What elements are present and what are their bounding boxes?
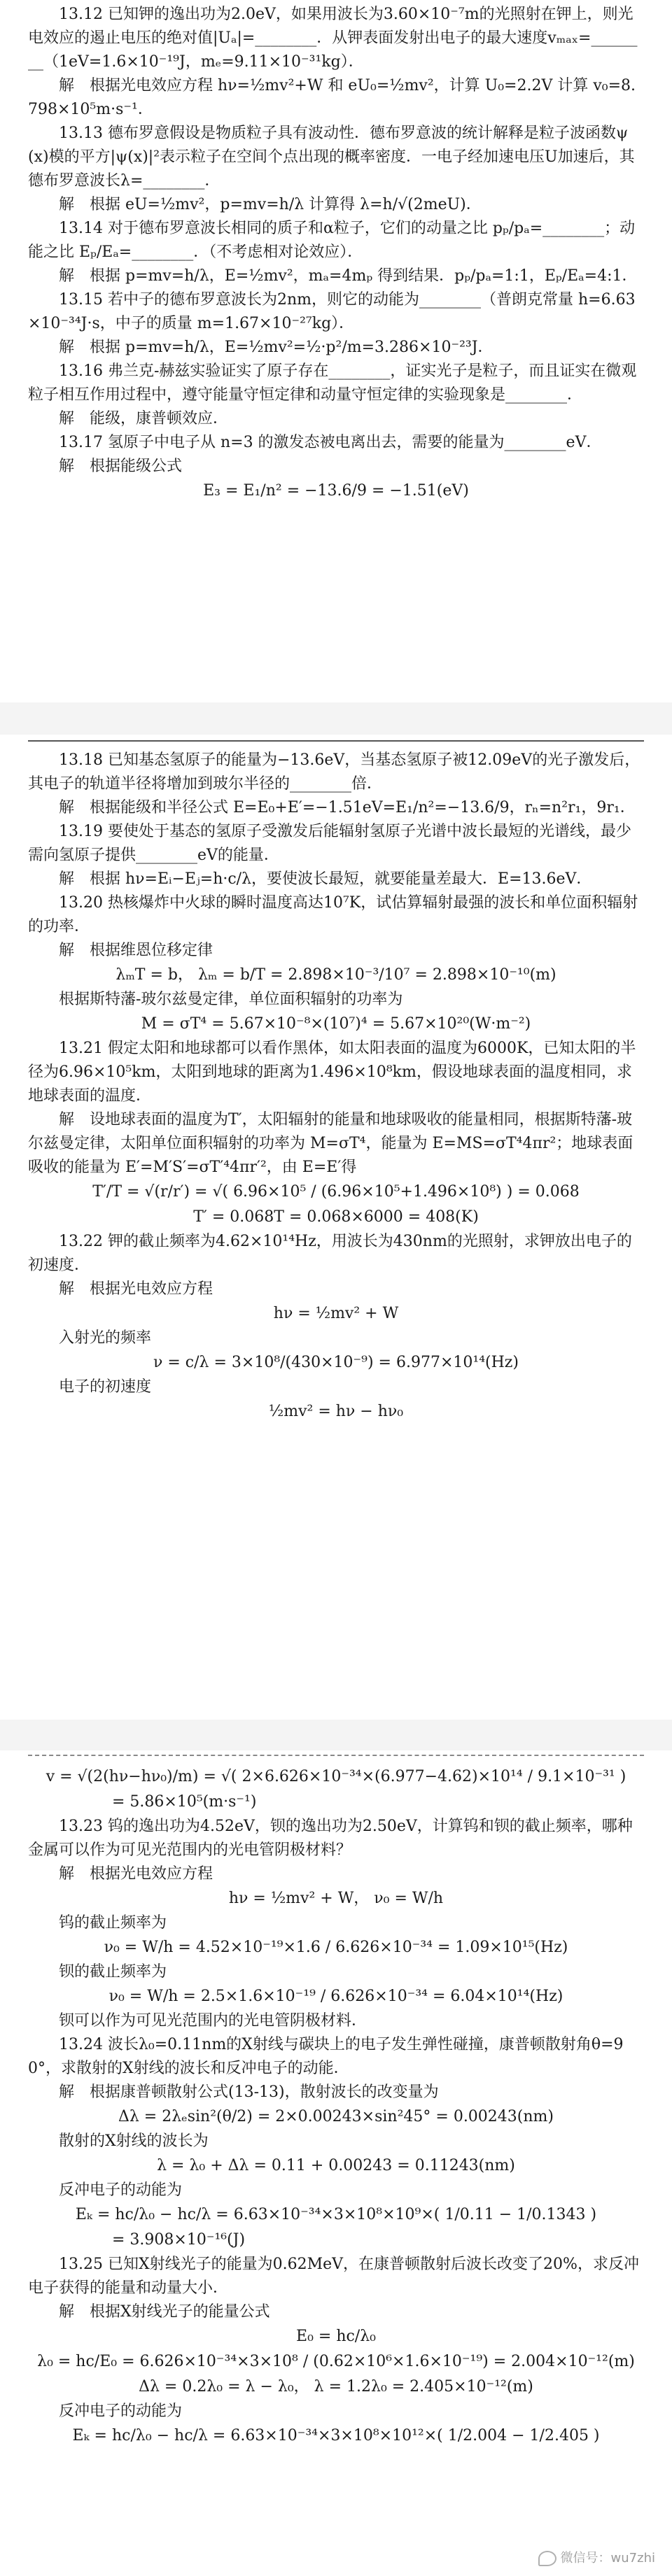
text-line: 解 设地球表面的温度为T′，太阳辐射的能量和地球吸收的能量相同，根据斯特藩-玻尔兹曼定律，太阳单位面积辐射的功率为 M=σT⁴，能量为 E=MS=σT⁴4πr²；地球表面吸收的能量为 E′=M′S′=σT′⁴4πr′²，由 E=E′得 bbox=[28, 1111, 634, 1176]
text-line: 13.18 已知基态氢原子的能量为−13.6eV，当基态氢原子被12.09eV的光子激发后，其电子的轨道半径将增加到玻尔半径的________倍． bbox=[28, 751, 640, 793]
section-13-12-to-13-17 bbox=[28, 3, 644, 504]
text-line: 解 根据 hν=Eᵢ−Eⱼ=h·c/λ，要使波长最短，就要能量差最大．E=13.6eV． bbox=[59, 870, 592, 888]
equation: E₃ = E₁/n² = −13.6/9 = −1.51(eV) bbox=[203, 482, 469, 500]
equation: ν₀ = W/h = 2.5×1.6×10⁻¹⁹ / 6.626×10⁻³⁴ = 6.04×10¹⁴(Hz) bbox=[108, 1988, 564, 2005]
text-line: 解 根据 p=mv=h/λ，E=½mv²，mₐ=4mₚ 得到结果．pₚ/pₐ=1:1，Eₚ/Eₐ=4:1． bbox=[59, 267, 638, 285]
text-line: 钨的截止频率为 bbox=[59, 1914, 167, 1932]
equation: ½mv² = hν − hν₀ bbox=[268, 1403, 404, 1420]
text-line: 钡的截止频率为 bbox=[59, 1963, 167, 1981]
text-line: 解 能级，康普顿效应． bbox=[59, 410, 229, 427]
watermark: 微信号：wu7zhi bbox=[538, 2548, 655, 2566]
text-line: 13.19 要使处于基态的氢原子受激发后能辐射氢原子光谱中波长最短的光谱线，最少需向氢原子提供________eV的能量． bbox=[28, 823, 631, 864]
text-line: 解 根据 eU=½mv²，p=mv=h/λ 计算得 λ=h/√(2meU)． bbox=[59, 196, 482, 213]
text-line: 入射光的频率 bbox=[59, 1329, 152, 1347]
text-line: 13.22 钾的截止频率为4.62×10¹⁴Hz，用波长为430nm的光照射，求钾放出电子的初速度． bbox=[28, 1233, 632, 1274]
equation: = 3.908×10⁻¹⁶(J) bbox=[112, 2231, 246, 2249]
text-line: 反冲电子的动能为 bbox=[59, 2181, 183, 2199]
equation: hν = ½mv² + W bbox=[273, 1305, 399, 1322]
equation: hν = ½mv² + W， ν₀ = W/h bbox=[228, 1890, 444, 1907]
text-line: 电子的初速度 bbox=[59, 1378, 152, 1396]
text-line: 13.23 钨的逸出功为4.52eV，钡的逸出功为2.50eV，计算钨和钡的截止频率，哪种金属可以作为可见光范围内的光电管阴极材料？ bbox=[28, 1818, 633, 1859]
equation: v = √(2(hν−hν₀)/m) = √( 2×6.626×10⁻³⁴×(6.977−4.62)×10¹⁴ / 9.1×10⁻³¹ ) bbox=[46, 1768, 626, 1785]
text-line: 13.16 弗兰克-赫兹实验证实了原子存在________，证实光子是粒子，而且证实在微观粒子相互作用过程中，遵守能量守恒定律和动量守恒定律的实验现象是________． bbox=[28, 362, 637, 404]
equation: = 5.86×10⁵(m·s⁻¹) bbox=[112, 1793, 257, 1811]
text-line: 13.12 已知钾的逸出功为2.0eV，如果用波长为3.60×10⁻⁷m的光照射在钾上，则光电效应的遏止电压的绝对值|Uₐ|=________．从钾表面发射出电子的最大速度vₘₐₓ=________（1eV=1.6×10⁻¹⁹J，mₑ=9.11×10⁻³¹kg）． bbox=[28, 6, 638, 71]
text-line: 解 根据X射线光子的能量公式 bbox=[59, 2303, 270, 2321]
text-line: 解 根据光电效应方程 bbox=[59, 1280, 214, 1298]
text-line: 13.20 热核爆炸中火球的瞬时温度高达10⁷K，试估算辐射最强的波长和单位面积辐射的功率． bbox=[28, 894, 638, 935]
section-13-18-to-13-22 bbox=[28, 749, 644, 1424]
text-line: 13.15 若中子的德布罗意波长为2nm，则它的动能为________（普朗克常量 h=6.63×10⁻³⁴J·s，中子的质量 m=1.67×10⁻²⁷kg）． bbox=[28, 291, 636, 332]
text-line: 反冲电子的动能为 bbox=[59, 2402, 183, 2420]
text-line: 13.24 波长λ₀=0.11nm的X射线与碳块上的电子发生弹性碰撞，康普顿散射角θ=90°，求散射的X射线的波长和反冲电子的动能． bbox=[28, 2036, 624, 2077]
equation: λ₀ = hc/E₀ = 6.626×10⁻³⁴×3×10⁸ / (0.62×10⁶×1.6×10⁻¹⁹) = 2.004×10⁻¹²(m) bbox=[37, 2353, 635, 2370]
equation: T′ = 0.068T = 0.068×6000 = 408(K) bbox=[193, 1208, 479, 1226]
equation: Δλ = 0.2λ₀ = λ − λ₀， λ = 1.2λ₀ = 2.405×10⁻¹²(m) bbox=[139, 2378, 533, 2395]
equation: M = σT⁴ = 5.67×10⁻⁸×(10⁷)⁴ = 5.67×10²⁰(W·m⁻²) bbox=[141, 1015, 531, 1033]
text-line: 解 根据能级和半径公式 E=E₀+E′=−1.51eV=E₁/n²=−13.6/9，rₙ=n²r₁，9r₁． bbox=[59, 799, 636, 816]
section-13-22-to-13-25 bbox=[28, 1764, 644, 2449]
page-gap bbox=[0, 1720, 672, 1750]
text-line: 13.25 已知X射线光子的能量为0.62MeV，在康普顿散射后波长改变了20%，求反冲电子获得的能量和动量大小． bbox=[28, 2256, 639, 2297]
text-line: 散射的X射线的波长为 bbox=[59, 2132, 209, 2150]
page-divider bbox=[28, 1755, 644, 1756]
text-line: 解 根据光电效应方程 bbox=[59, 1865, 214, 1883]
equation: Δλ = 2λₑsin²(θ/2) = 2×0.00243×sin²45° = 0.00243(nm) bbox=[118, 2108, 554, 2125]
text-line: 解 根据 p=mv=h/λ，E=½mv²=½·p²/m=3.286×10⁻²³J． bbox=[59, 339, 493, 356]
equation: ν = c/λ = 3×10⁸/(430×10⁻⁹) = 6.977×10¹⁴(Hz) bbox=[153, 1354, 519, 1371]
wechat-icon bbox=[538, 2551, 556, 2566]
text-line: 13.13 德布罗意假设是物质粒子具有波动性．德布罗意波的统计解释是粒子波函数ψ(x)模的平方|ψ(x)|²表示粒子在空间个点出现的概率密度．一电子经加速电压U加速后，其德布罗意波长λ=________． bbox=[28, 125, 635, 190]
equation: ν₀ = W/h = 4.52×10⁻¹⁹×1.6 / 6.626×10⁻³⁴ = 1.09×10¹⁵(Hz) bbox=[104, 1939, 568, 1956]
equation: λ = λ₀ + Δλ = 0.11 + 0.00243 = 0.11243(nm) bbox=[157, 2157, 515, 2174]
equation: Eₖ = hc/λ₀ − hc/λ = 6.63×10⁻³⁴×3×10⁸×10¹²×( 1/2.004 − 1/2.405 ) bbox=[72, 2427, 600, 2444]
text-line: 13.17 氢原子中电子从 n=3 的激发态被电离出去，需要的能量为________eV． bbox=[59, 434, 602, 451]
text-line: 钡可以作为可见光范围内的光电管阴极材料． bbox=[59, 2012, 368, 2030]
equation: λₘT = b， λₘ = b/T = 2.898×10⁻³/10⁷ = 2.898×10⁻¹⁰(m) bbox=[115, 966, 556, 984]
equation: T′/T = √(r/r′) = √( 6.96×10⁵ / (6.96×10⁵+1.496×10⁸) ) = 0.068 bbox=[92, 1183, 580, 1201]
equation: Eₖ = hc/λ₀ − hc/λ = 6.63×10⁻³⁴×3×10⁸×10⁹×( 1/0.11 − 1/0.1343 ) bbox=[75, 2206, 597, 2223]
text-line: 根据斯特藩-玻尔兹曼定律，单位面积辐射的功率为 bbox=[59, 991, 403, 1008]
text-line: 解 根据光电效应方程 hν=½mv²+W 和 eU₀=½mv²，计算 U₀=2.2V 计算 v₀=8.798×10⁵m·s⁻¹． bbox=[28, 77, 636, 118]
text-line: 13.21 假定太阳和地球都可以看作黑体，如太阳表面的温度为6000K，已知太阳的半径为6.96×10⁵km，太阳到地球的距离为1.496×10⁸km，假设地球表面的温度相同，求地球表面的温度． bbox=[28, 1040, 636, 1105]
text-line: 解 根据能级公式 bbox=[59, 458, 183, 475]
text-line: 解 根据维恩位移定律 bbox=[59, 942, 214, 959]
text-line: 13.14 对于德布罗意波长相同的质子和α粒子，它们的动量之比 pₚ/pₐ=________；动能之比 Eₚ/Eₐ=________．（不考虑相对论效应）． bbox=[28, 220, 636, 261]
equation: E₀ = hc/λ₀ bbox=[296, 2328, 376, 2345]
text-line: 解 根据康普顿散射公式(13-13)，散射波长的改变量为 bbox=[59, 2083, 439, 2101]
page-gap bbox=[0, 702, 672, 735]
page-divider bbox=[28, 740, 644, 742]
